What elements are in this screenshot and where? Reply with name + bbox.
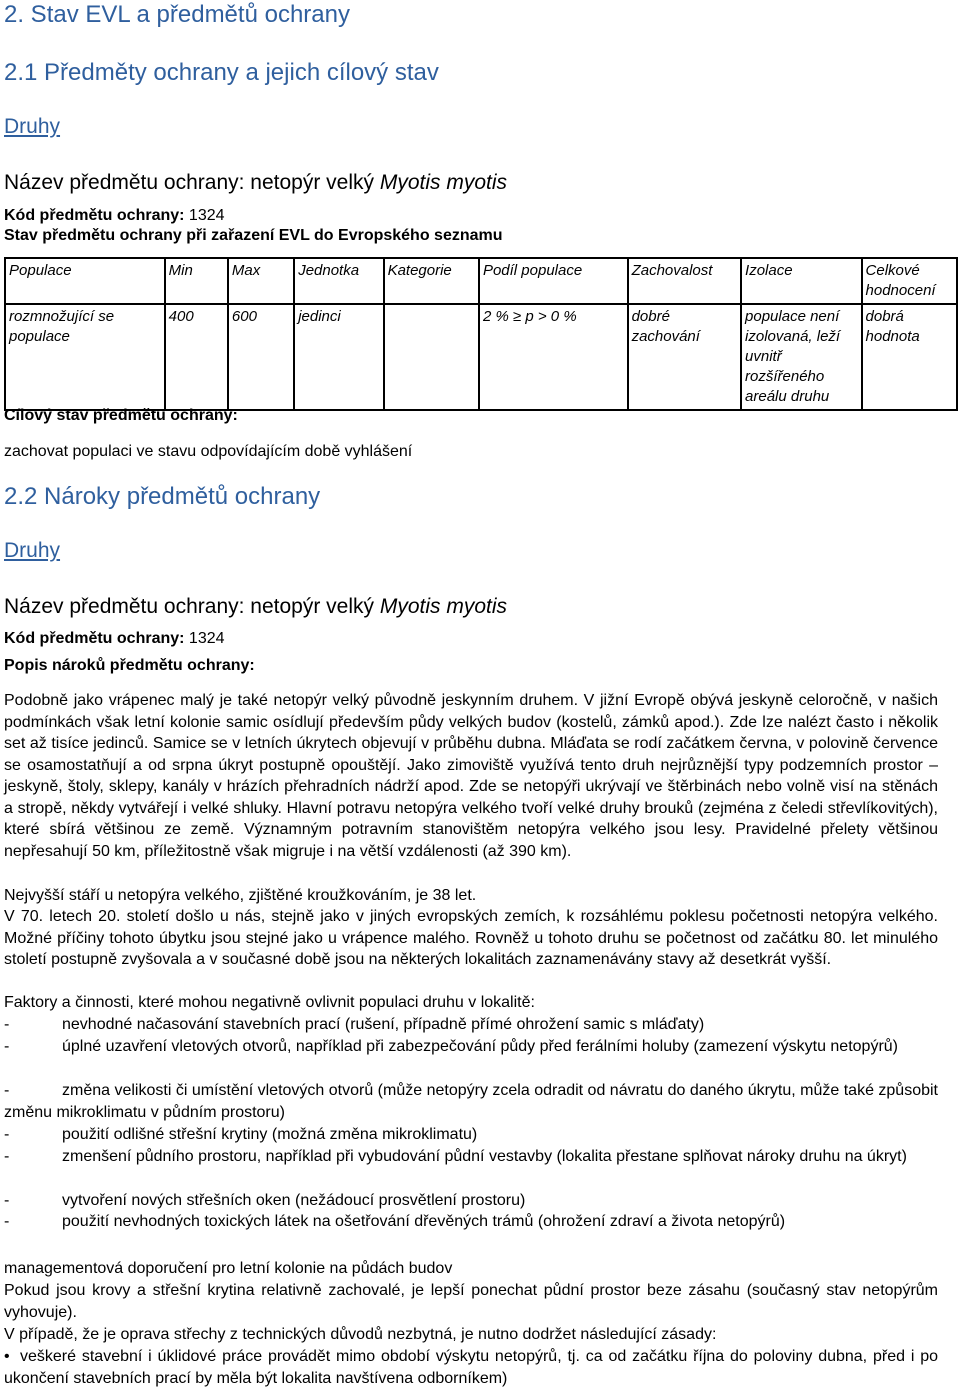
list-item — [4, 1190, 938, 1212]
list-dash: - — [4, 1148, 10, 1165]
list-dash: - — [4, 1038, 10, 1055]
species-latin: Myotis myotis — [379, 171, 508, 194]
code-label: Kód předmětu ochrany: — [4, 630, 185, 647]
list-item — [4, 1124, 938, 1146]
species-label: Název předmětu ochrany: netopýr velký — [4, 595, 375, 618]
list-dash: - — [4, 1016, 10, 1033]
species-title-2 — [4, 594, 507, 620]
management-text-2: V případě, že je oprava střechy z technických důvodů nezbytná, je nutno dodržet následující zásady: — [4, 1326, 717, 1343]
target-state-text: zachovat populaci ve stavu odpovídajícím době vyhlášení — [4, 443, 413, 460]
list-item — [4, 1211, 938, 1233]
table-header-cell: Izolace — [741, 258, 862, 304]
table-header-cell: Jednotka — [294, 258, 383, 304]
species-latin: Myotis myotis — [379, 595, 508, 618]
target-state-label: Cílový stav předmětu ochrany: — [4, 407, 238, 424]
list-item-text: použití nevhodných toxických látek na ošetřování dřevěných trámů (ohrožení zdraví a života netopýrů) — [62, 1213, 786, 1230]
list-item — [4, 1080, 938, 1123]
table-row — [5, 304, 957, 410]
requirements-paragraph-3: V 70. letech 20. století došlo u nás, stejně jako v jiných evropských zemích, k rozsáhlému poklesu početnosti netopýra velkého. Možné příčiny tohoto úbytku jsou stejné jako u vrápence malého. Rovněž u tohoto druhu se početnost od začátku 80. let minulého století postupně zvyšovala a v současné době jsou na některých lokalitách zaznamenávány stavy až desetkrát vyšší. — [4, 908, 938, 968]
table-cell: jedinci — [294, 304, 383, 410]
table-cell: 2 % ≥ p > 0 % — [479, 304, 628, 410]
list-item — [4, 1036, 938, 1058]
list-dash: - — [4, 1213, 10, 1230]
list-item — [4, 1146, 938, 1168]
species-title-1 — [4, 170, 507, 196]
table-header-cell: Min — [165, 258, 228, 304]
table-cell — [384, 304, 479, 410]
table-header-cell: Max — [228, 258, 294, 304]
bullet-item — [4, 1346, 938, 1389]
heading-2-1: 2.1 Předměty ochrany a jejich cílový stav — [4, 59, 439, 86]
list-item-text: změna velikosti či umístění vletových otvorů (může netopýry zcela odradit od návratu do daného úkrytu, může také způsobit změnu mikroklimatu v půdním prostoru) — [4, 1082, 938, 1121]
list-dash: - — [4, 1082, 10, 1099]
code-value: 1324 — [188, 207, 225, 224]
section-druhy-2: Druhy — [4, 539, 61, 562]
code-value: 1324 — [188, 630, 225, 647]
list-item — [4, 1014, 938, 1036]
table-cell: dobrá hodnota — [862, 304, 957, 410]
table-header-cell: Populace — [5, 258, 165, 304]
list-dash: - — [4, 1192, 10, 1209]
requirements-label: Popis nároků předmětu ochrany: — [4, 657, 255, 674]
table-header-cell: Zachovalost — [628, 258, 741, 304]
population-table — [4, 257, 958, 411]
table-cell: 400 — [165, 304, 228, 410]
list-item-text: úplné uzavření vletových otvorů, například při zabezpečování půdy před ferálními holuby (zamezení výskytu netopýrů) — [62, 1038, 898, 1055]
code-label: Kód předmětu ochrany: — [4, 207, 185, 224]
factors-intro: Faktory a činnosti, které mohou negativně ovlivnit populaci druhu v lokalitě: — [4, 994, 535, 1011]
list-item-text: vytvoření nových střešních oken (nežádoucí prosvětlení prostoru) — [62, 1192, 526, 1209]
table-cell: 600 — [228, 304, 294, 410]
list-item-text: nevhodné načasování stavebních prací (rušení, případně přímé ohrožení samic s mláďaty) — [62, 1016, 705, 1033]
table-header-cell: Kategorie — [384, 258, 479, 304]
table-cell: populace není izolovaná, leží uvnitř rozšířeného areálu druhu — [741, 304, 862, 410]
species-code-1 — [4, 206, 225, 226]
management-text-1: Pokud jsou krovy a střešní krytina relativně zachovalé, je lepší ponechat půdní prostor beze zásahu (současný stav netopýrům vyhovuje). — [4, 1282, 938, 1321]
table-header-cell: Podíl populace — [479, 258, 628, 304]
section-druhy-1: Druhy — [4, 115, 61, 138]
status-label: Stav předmětu ochrany při zařazení EVL do Evropského seznamu — [4, 227, 503, 244]
table-cell: dobré zachování — [628, 304, 741, 410]
bullet-mark: • — [4, 1348, 10, 1365]
heading-1: 2. Stav EVL a předmětů ochrany — [4, 1, 350, 28]
table-header-cell: Celkové hodnocení — [862, 258, 957, 304]
species-label: Název předmětu ochrany: netopýr velký — [4, 171, 375, 194]
table-header-row — [5, 258, 957, 304]
heading-2-2: 2.2 Nároky předmětů ochrany — [4, 483, 321, 510]
list-item-text: použití odlišné střešní krytiny (možná změna mikroklimatu) — [62, 1126, 478, 1143]
species-code-2 — [4, 629, 225, 649]
list-item-text: zmenšení půdního prostoru, například při vybudování půdní vestavby (lokalita přestane splňovat nároky druhu na úkryt) — [62, 1148, 907, 1165]
requirements-paragraph-1: Podobně jako vrápenec malý je také netopýr velký původně jeskynním druhem. V jižní Evropě obývá jeskyně celoročně, v našich podmínkách však letní kolonie samic osídlují především půdy velkých budov (kostelů, zámků apod.). Zde lze nalézt často i několik set až tisíce jedinců. Samice se v letních úkrytech objevují v průběhu dubna. Mláďata se rodí začátkem června, v polovině července se osamostatňují a od srpna úkryt postupně opouštějí. Jako zimoviště využívá tento druh nejrůznější typy podzemních prostor – jeskyně, štoly, sklepy, kanály v hrázích přehradních nádrží apod. Zde se netopýři ukrývají ve štěrbinách nebo volně visí na stěnách a stropě, někdy vytvářejí i velké shluky. Hlavní potravu netopýra velkého tvoří velké druhy brouků (zejména z čeledi střevlíkovitých), které sbírá většinou ze země. Významným potravním stanovištěm netopýra velkého jsou lesy. Pravidelné přelety většinou nepřesahují 50 km, příležitostně však migruje i na větší vzdálenosti (až 390 km). — [4, 692, 938, 860]
bullet-item-text: veškeré stavební i úklidové práce provádět mimo období výskytu netopýrů, tj. ca od začátku října do poloviny dubna, před i po ukončení stavebních prací by měla být lokalita navštívena odborníkem) — [4, 1348, 938, 1387]
management-label: managementová doporučení pro letní kolonie na půdách budov — [4, 1260, 453, 1277]
requirements-paragraph-2: Nejvyšší stáří u netopýra velkého, zjištěné kroužkováním, je 38 let. — [4, 887, 477, 904]
table-cell: rozmnožující se populace — [5, 304, 165, 410]
list-dash: - — [4, 1126, 10, 1143]
